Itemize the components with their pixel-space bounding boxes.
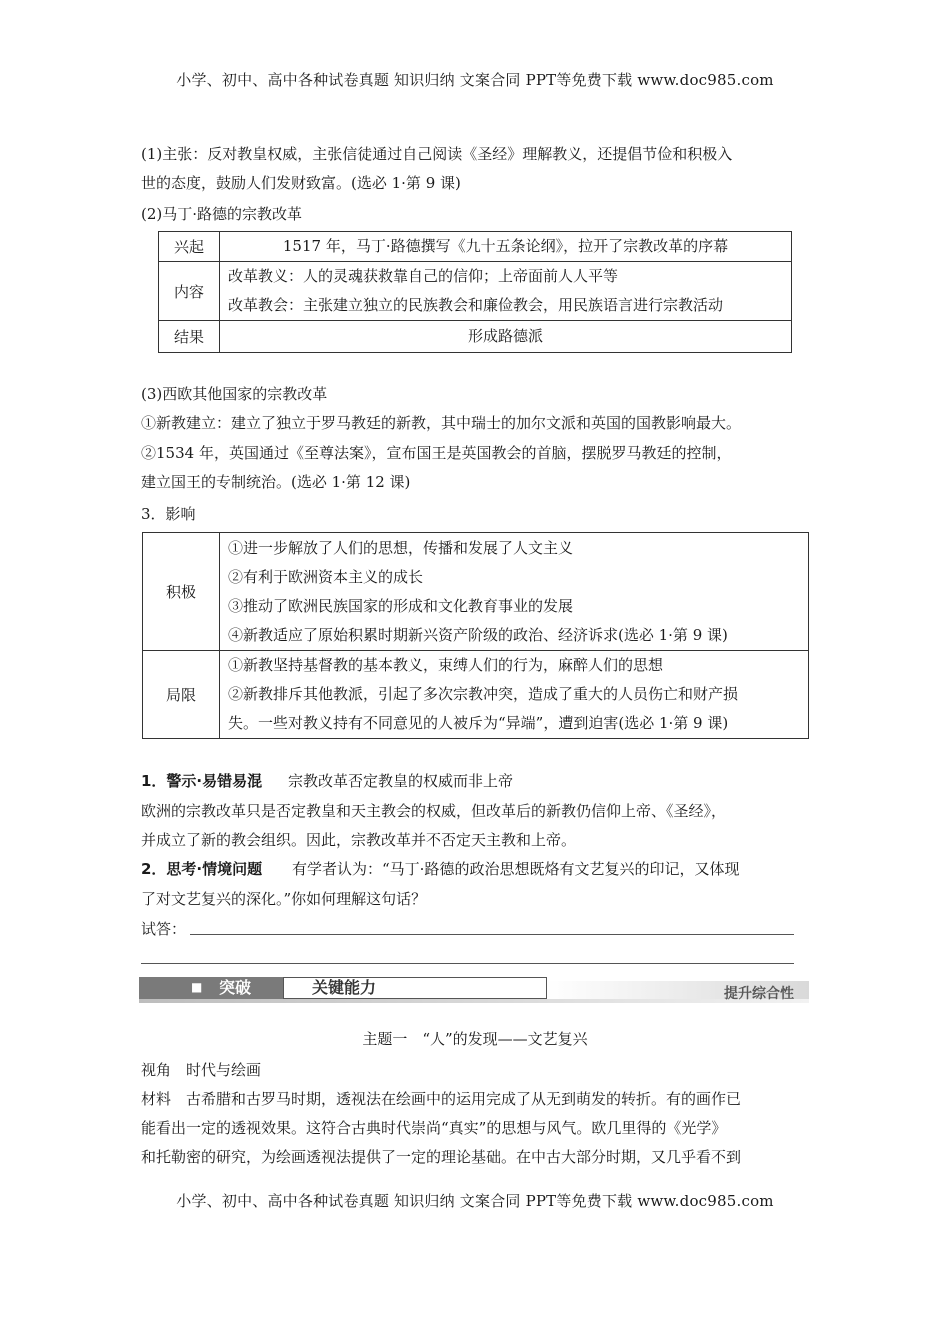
material-line-3: 和托勒密的研究，为绘画透视法提供了一定的理论基础。在中古大部分时期，又几乎看不到 (141, 1148, 742, 1166)
luther-reform-title: (2)马丁·路德的宗教改革 (141, 205, 303, 223)
page-footer: 小学、初中、高中各种试卷真题 知识归纳 文案合同 PPT等免费下载 www.doc985.com (176, 1192, 774, 1210)
material-line-1: 材料 古希腊和古罗马时期，透视法在绘画中的运用完成了从无到萌发的转折。有的画作已 (141, 1090, 742, 1108)
claim-line-1: (1)主张：反对教皇权威，主张信徒通过自己阅读《圣经》理解教义，还提倡节俭和积极入 (141, 145, 733, 163)
topic-title: 主题一 “人”的发现——文艺复兴 (362, 1030, 588, 1048)
other-reform-line-3: 建立国王的专制统治。(选必 1·第 12 课) (141, 473, 411, 491)
section-banner (139, 975, 809, 1001)
luther-reform-table (158, 231, 792, 353)
other-reform-line-2: ②1534 年，英国通过《至尊法案》，宣布国王是英国教会的首脑，摆脱罗马教廷的控制， (141, 444, 732, 462)
table-row-key: 内容 (159, 262, 220, 321)
material-line-2: 能看出一定的透视效果。这符合古典时代崇尚“真实”的思想与风气。欧几里得的《光学》 (141, 1119, 727, 1137)
table-cell: ①进一步解放了人们的思想，传播和发展了人文主义 ②有利于欧洲资本主义的成长 ③推动了欧洲民族国家的形成和文化教育事业的发展 ④新教适应了原始积累时期新兴资产阶级的政治、经济诉求(选必 1·第 9 课) (220, 533, 809, 651)
warning-label: 1．警示·易错易混 (141, 772, 263, 790)
warning-line-1: 欧洲的宗教改革只是否定教皇和天主教会的权威，但改革后的新教仍信仰上帝、《圣经》， (141, 802, 727, 820)
table-row-key: 局限 (143, 651, 220, 739)
other-reform-title: (3)西欧其他国家的宗教改革 (141, 385, 328, 403)
banner-box-label: 关键能力 (312, 978, 377, 997)
other-reform-line-1: ①新教建立：建立了独立于罗马教廷的新教，其中瑞士的加尔文派和英国的国教影响最大。 (141, 414, 742, 432)
think-label: 2．思考·情境问题 (141, 860, 263, 878)
table-cell: 改革教义：人的灵魂获救靠自己的信仰；上帝面前人人平等 改革教会：主张建立独立的民族教会和廉俭教会，用民族语言进行宗教活动 (220, 262, 792, 321)
think-line-2: 了对文艺复兴的深化。”你如何理解这句话？ (141, 890, 427, 908)
banner-right-label: 提升综合性 (724, 986, 794, 1002)
claim-line-2: 世的态度，鼓励人们发财致富。(选必 1·第 9 课) (141, 174, 461, 192)
table-cell: 形成路德派 (220, 321, 792, 353)
warning-line-2: 并成立了新的教会组织。因此，宗教改革并不否定天主教和上帝。 (141, 831, 577, 849)
square-icon: ■ (191, 980, 203, 994)
angle-line: 视角 时代与绘画 (141, 1061, 262, 1079)
warning-topic: 宗教改革否定教皇的权威而非上帝 (288, 772, 514, 790)
table-cell: ①新教坚持基督教的基本教义，束缚人们的行为，麻醉人们的思想 ②新教排斥其他教派，引起了多次宗教冲突，造成了重大的人员伤亡和财产损 失。一些对教义持有不同意见的人被斥为“异端”，遭到迫害(选必 1·第 9 课) (220, 651, 809, 739)
answer-line[interactable] (141, 963, 794, 964)
answer-label: 试答： (141, 920, 187, 938)
table-row-key: 积极 (143, 533, 220, 651)
page-header: 小学、初中、高中各种试卷真题 知识归纳 文案合同 PPT等免费下载 www.doc985.com (176, 71, 774, 89)
table-row-key: 结果 (159, 321, 220, 353)
answer-line[interactable] (190, 934, 794, 935)
impact-title: 3．影响 (141, 505, 196, 523)
table-cell: 1517 年，马丁·路德撰写《九十五条论纲》，拉开了宗教改革的序幕 (220, 232, 792, 262)
banner-left-label: 突破 (219, 978, 252, 997)
think-line-1: 有学者认为：“马丁·路德的政治思想既烙有文艺复兴的印记，又体现 (292, 860, 740, 878)
table-row-key: 兴起 (159, 232, 220, 262)
impact-table (142, 532, 809, 739)
